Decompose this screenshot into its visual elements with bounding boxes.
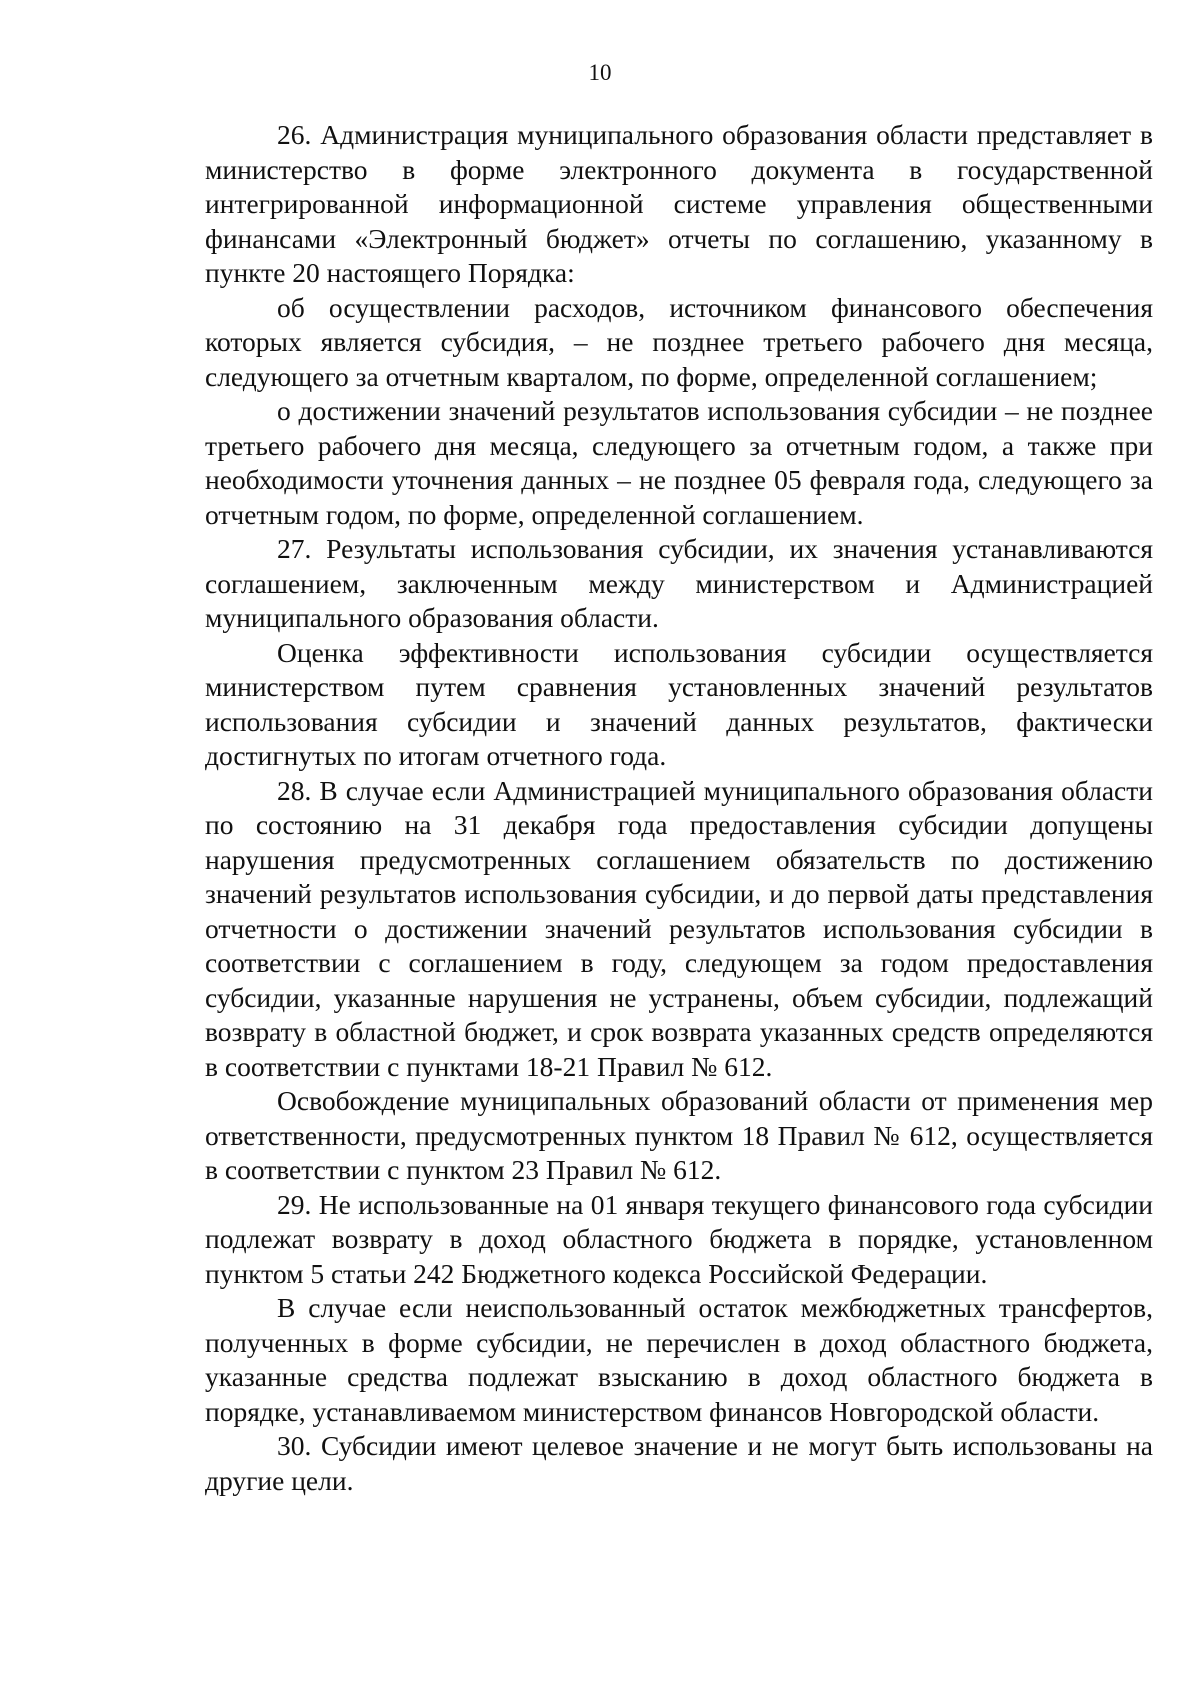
- document-body: [205, 118, 1153, 1498]
- paragraph-expenses-report: об осуществлении расходов, источником финансового обеспечения которых является субсидия, – не позднее третьего рабочего дня месяца, следующего за отчетным кварталом, по форме, определенной соглашением;: [205, 291, 1153, 392]
- paragraph-results-report: о достижении значений результатов использования субсидии – не позднее третьего рабочего дня месяца, следующего за отчетным годом, а также при необходимости уточнения данных – не позднее 05 февраля года, следующего за отчетным годом, по форме, определенной соглашением.: [205, 395, 1153, 530]
- paragraph-recovery: В случае если неиспользованный остаток межбюджетных трансфертов, полученных в форме субсидии, не перечислен в доход областного бюджета, указанные средства подлежат взысканию в доход областного бюджета в порядке, устанавливаемом министерством финансов Новгородской области.: [205, 1292, 1153, 1427]
- paragraph-26-intro: 26. Администрация муниципального образования области представляет в министерство в форме электронного документа в государственной интегрированной информационной системе управления общественными финансами «Электронный бюджет» отчеты по соглашению, указанному в пункте 20 настоящего Порядка:: [205, 119, 1153, 288]
- page-number: 10: [588, 60, 612, 85]
- paragraph-30: 30. Субсидии имеют целевое значение и не могут быть использованы на другие цели.: [205, 1430, 1153, 1496]
- paragraph-27: 27. Результаты использования субсидии, их значения устанавливаются соглашением, заключенным между министерством и Администрацией муниципального образования области.: [205, 533, 1153, 633]
- paragraph-28: 28. В случае если Администрацией муниципального образования области по состоянию на 31 декабря года предоставления субсидии допущены нарушения предусмотренных соглашением обязательств по достижению значений результатов использования субсидии, и до первой даты представления отчетности о достижении значений результатов использования субсидии в соответствии с соглашением в году, следующем за годом предоставления субсидии, указанные нарушения не устранены, объем субсидии, подлежащий возврату в областной бюджет, и срок возврата указанных средств определяются в соответствии с пунктами 18-21 Правил № 612.: [205, 774, 1153, 1082]
- paragraph-exemption: Освобождение муниципальных образований области от применения мер ответственности, предусмотренных пунктом 18 Правил № 612, осуществляется в соответствии с пунктом 23 Правил № 612.: [205, 1085, 1153, 1185]
- paragraph-efficiency-assessment: Оценка эффективности использования субсидии осуществляется министерством путем сравнения установленных значений результатов использования субсидии и значений данных результатов, фактически достигнутых по итогам отчетного года.: [205, 636, 1153, 771]
- paragraph-29: 29. Не использованные на 01 января текущего финансового года субсидии подлежат возврату в доход областного бюджета в порядке, установленном пунктом 5 статьи 242 Бюджетного кодекса Российской Федерации.: [205, 1188, 1153, 1289]
